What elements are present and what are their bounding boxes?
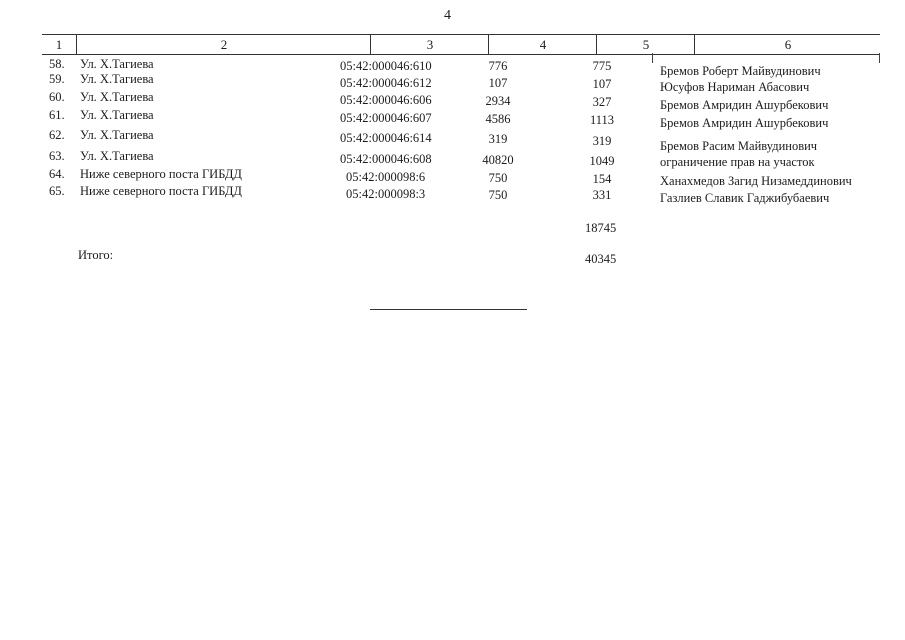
page-number: 4 <box>444 8 451 23</box>
column-divider <box>652 53 653 63</box>
row-area-used: 319 <box>592 134 612 148</box>
row-location: Ул. Х.Тагиева <box>80 149 154 163</box>
row-number: 63. <box>49 149 65 163</box>
row-cadastral: 05:42:000046:612 <box>340 76 432 90</box>
row-area-total: 107 <box>488 76 508 90</box>
row-owner: Бремов Роберт Майвудинович <box>660 64 821 78</box>
row-area-total: 319 <box>488 132 508 146</box>
total-label: Итого: <box>78 248 114 262</box>
row-location: Ул. Х.Тагиева <box>80 128 154 142</box>
table-header-row <box>42 34 880 55</box>
row-location: Ул. Х.Тагиева <box>80 90 154 104</box>
row-cadastral: 05:42:000098:6 <box>346 170 426 184</box>
row-area-total: 4586 <box>485 112 511 126</box>
row-cadastral: 05:42:000046:606 <box>340 93 432 107</box>
column-header-6: 6 <box>694 35 881 54</box>
row-area-total: 750 <box>488 188 508 202</box>
row-owner: Бремов Амридин Ашурбекович <box>660 116 829 130</box>
row-location: Ул. Х.Тагиева <box>80 108 154 122</box>
row-area-used: 154 <box>592 172 612 186</box>
column-divider <box>879 53 880 63</box>
row-area-used: 107 <box>592 77 612 91</box>
column-header-1: 1 <box>55 37 63 52</box>
row-location: Ул. Х.Тагиева <box>80 57 154 71</box>
row-owner: Бремов Расим Майвудинович <box>660 139 818 153</box>
row-area-used: 1113 <box>589 113 615 127</box>
row-cadastral: 05:42:000046:614 <box>340 131 432 145</box>
row-number: 60. <box>49 90 65 104</box>
subtotal-value: 18745 <box>585 221 617 235</box>
row-location: Ниже северного поста ГИБДД <box>80 184 242 198</box>
row-area-used: 327 <box>592 95 612 109</box>
row-area-total: 776 <box>488 59 508 73</box>
row-area-total: 750 <box>488 171 508 185</box>
row-number: 59. <box>49 72 65 86</box>
row-owner: Юсуфов Нариман Абасович <box>660 80 810 94</box>
row-number: 62. <box>49 128 65 142</box>
row-cadastral: 05:42:000098:3 <box>346 187 426 201</box>
row-number: 65. <box>49 184 65 198</box>
column-header-3: 3 <box>370 35 489 54</box>
row-location: Ниже северного поста ГИБДД <box>80 167 242 181</box>
column-header-2: 2 <box>76 35 371 54</box>
row-owner: Газлиев Славик Гаджибубаевич <box>660 191 830 205</box>
row-owner: ограничение прав на участок <box>660 155 815 169</box>
row-number: 61. <box>49 108 65 122</box>
row-area-total: 40820 <box>482 153 514 167</box>
column-header-5: 5 <box>596 35 695 54</box>
row-area-used: 331 <box>592 188 612 202</box>
row-cadastral: 05:42:000046:610 <box>340 59 432 73</box>
row-area-used: 1049 <box>589 154 615 168</box>
row-area-used: 775 <box>592 59 612 73</box>
row-number: 58. <box>49 57 65 71</box>
row-owner: Ханахмедов Загид Низамеддинович <box>660 174 852 188</box>
row-number: 64. <box>49 167 65 181</box>
total-value: 40345 <box>585 252 617 266</box>
end-divider-line <box>370 309 527 310</box>
row-cadastral: 05:42:000046:607 <box>340 111 432 125</box>
column-header-4: 4 <box>488 35 597 54</box>
row-location: Ул. Х.Тагиева <box>80 72 154 86</box>
row-area-total: 2934 <box>485 94 511 108</box>
row-owner: Бремов Амридин Ашурбекович <box>660 98 829 112</box>
row-cadastral: 05:42:000046:608 <box>340 152 432 166</box>
